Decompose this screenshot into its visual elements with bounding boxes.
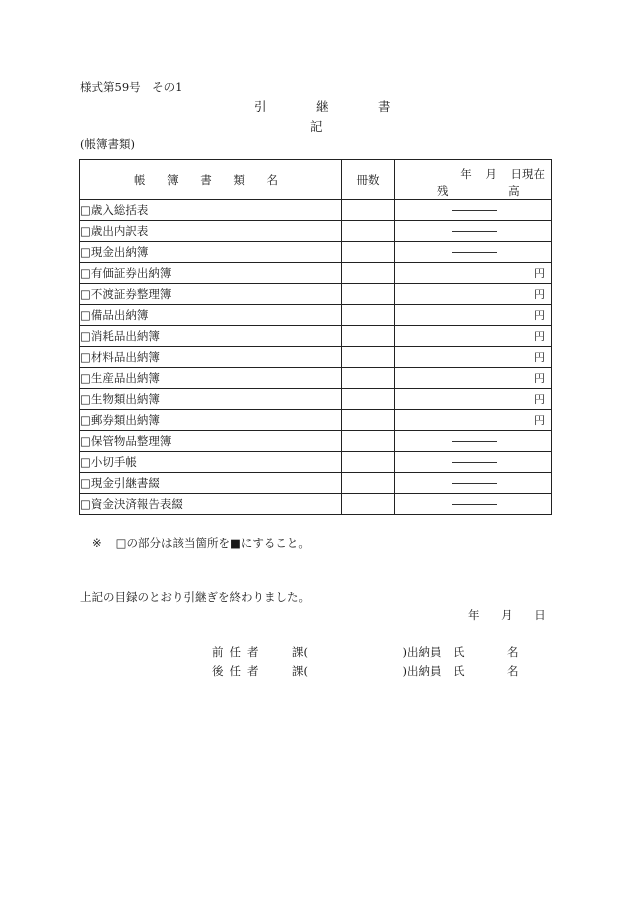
balance-cell [395, 263, 552, 284]
ledger-item-name: □有価証券出納簿 [80, 263, 342, 284]
name-label: 名 [507, 664, 519, 678]
signature-row-predecessor [212, 647, 519, 659]
ledger-item-name: □不渡証券整理簿 [80, 284, 342, 305]
table-row [80, 368, 552, 389]
yen-unit: 円 [534, 414, 545, 427]
department-close: ) [402, 645, 407, 659]
title-char-1: 引 [254, 99, 267, 114]
volume-count-cell [342, 431, 395, 452]
document-title [254, 101, 391, 114]
office-label: 出納員 氏 [407, 645, 465, 659]
table-row [80, 347, 552, 368]
column-header-balance [395, 160, 552, 200]
not-applicable-dash [452, 462, 497, 463]
ledger-body [80, 200, 552, 515]
volume-count-cell [342, 473, 395, 494]
not-applicable-dash [452, 441, 497, 442]
balance-cell [395, 410, 552, 431]
balance-cell [395, 284, 552, 305]
yen-unit: 円 [534, 330, 545, 343]
balance-cell [395, 326, 552, 347]
not-applicable-dash [452, 483, 497, 484]
ledger-item-name: □材料品出納簿 [80, 347, 342, 368]
volume-count-cell [342, 494, 395, 515]
ledger-item-name: □備品出納簿 [80, 305, 342, 326]
balance-cell [395, 431, 552, 452]
table-row [80, 431, 552, 452]
note-text: □の部分は該当箇所を■にすること。 [115, 536, 310, 550]
yen-unit: 円 [534, 393, 545, 406]
balance-cell [395, 305, 552, 326]
table-row [80, 242, 552, 263]
balance-cell [395, 221, 552, 242]
signer-role: 後任者 [212, 664, 265, 678]
table-row [80, 473, 552, 494]
table-row [80, 326, 552, 347]
ledger-item-name: □生物類出納簿 [80, 389, 342, 410]
volume-count-cell [342, 389, 395, 410]
handover-statement: 上記の目録のとおり引継ぎを終わりました。 [80, 590, 310, 604]
table-header-row [80, 160, 552, 200]
balance-cell [395, 389, 552, 410]
ledger-item-name: □消耗品出納簿 [80, 326, 342, 347]
volume-count-cell [342, 452, 395, 473]
volume-count-cell [342, 326, 395, 347]
note-mark: ※ [92, 536, 102, 550]
volume-count-cell [342, 242, 395, 263]
column-header-name: 帳 簿 書 類 名 [80, 160, 342, 200]
office-label: 出納員 氏 [407, 664, 465, 678]
ledger-table [79, 159, 552, 515]
balance-cell [395, 452, 552, 473]
not-applicable-dash [452, 252, 497, 253]
table-row [80, 284, 552, 305]
department-close: ) [402, 664, 407, 678]
not-applicable-dash [452, 504, 497, 505]
department-field: 課( [292, 664, 308, 678]
balance-cell [395, 347, 552, 368]
ledger-item-name: □生産品出納簿 [80, 368, 342, 389]
ledger-item-name: □現金引継書綴 [80, 473, 342, 494]
table-row [80, 305, 552, 326]
yen-unit: 円 [534, 309, 545, 322]
yen-unit: 円 [534, 267, 545, 280]
table-row [80, 200, 552, 221]
volume-count-cell [342, 221, 395, 242]
title-char-3: 書 [378, 99, 391, 114]
form-number: 様式第59号 その1 [80, 80, 183, 94]
yen-unit: 円 [534, 372, 545, 385]
volume-count-cell [342, 263, 395, 284]
name-label: 名 [507, 645, 519, 659]
not-applicable-dash [452, 210, 497, 211]
balance-label: 残 高 [437, 184, 548, 198]
department-field: 課( [292, 645, 308, 659]
category-label: (帳簿書類) [80, 137, 135, 151]
table-row [80, 410, 552, 431]
ledger-item-name: □現金出納簿 [80, 242, 342, 263]
balance-cell [395, 473, 552, 494]
yen-unit: 円 [534, 351, 545, 364]
volume-count-cell [342, 410, 395, 431]
signature-row-successor [212, 666, 519, 678]
balance-date-label: 年 月 日現在 [460, 167, 545, 181]
ledger-item-name: □歳入総括表 [80, 200, 342, 221]
ledger-item-name: □歳出内訳表 [80, 221, 342, 242]
volume-count-cell [342, 200, 395, 221]
ledger-item-name: □郵券類出納簿 [80, 410, 342, 431]
signature-date: 年 月 日 [468, 608, 546, 622]
signer-role: 前任者 [212, 645, 265, 659]
footnote [92, 538, 310, 550]
not-applicable-dash [452, 231, 497, 232]
balance-cell [395, 242, 552, 263]
volume-count-cell [342, 368, 395, 389]
ledger-item-name: □小切手帳 [80, 452, 342, 473]
balance-cell [395, 200, 552, 221]
ledger-item-name: □保管物品整理簿 [80, 431, 342, 452]
table-row [80, 389, 552, 410]
ledger-item-name: □資金決済報告表綴 [80, 494, 342, 515]
title-char-2: 継 [316, 99, 329, 114]
table-row [80, 452, 552, 473]
balance-cell [395, 368, 552, 389]
volume-count-cell [342, 347, 395, 368]
column-header-volumes: 冊数 [342, 160, 395, 200]
volume-count-cell [342, 284, 395, 305]
table-row [80, 263, 552, 284]
table-row [80, 494, 552, 515]
yen-unit: 円 [534, 288, 545, 301]
document-subtitle: 記 [310, 119, 323, 134]
balance-cell [395, 494, 552, 515]
volume-count-cell [342, 305, 395, 326]
table-row [80, 221, 552, 242]
